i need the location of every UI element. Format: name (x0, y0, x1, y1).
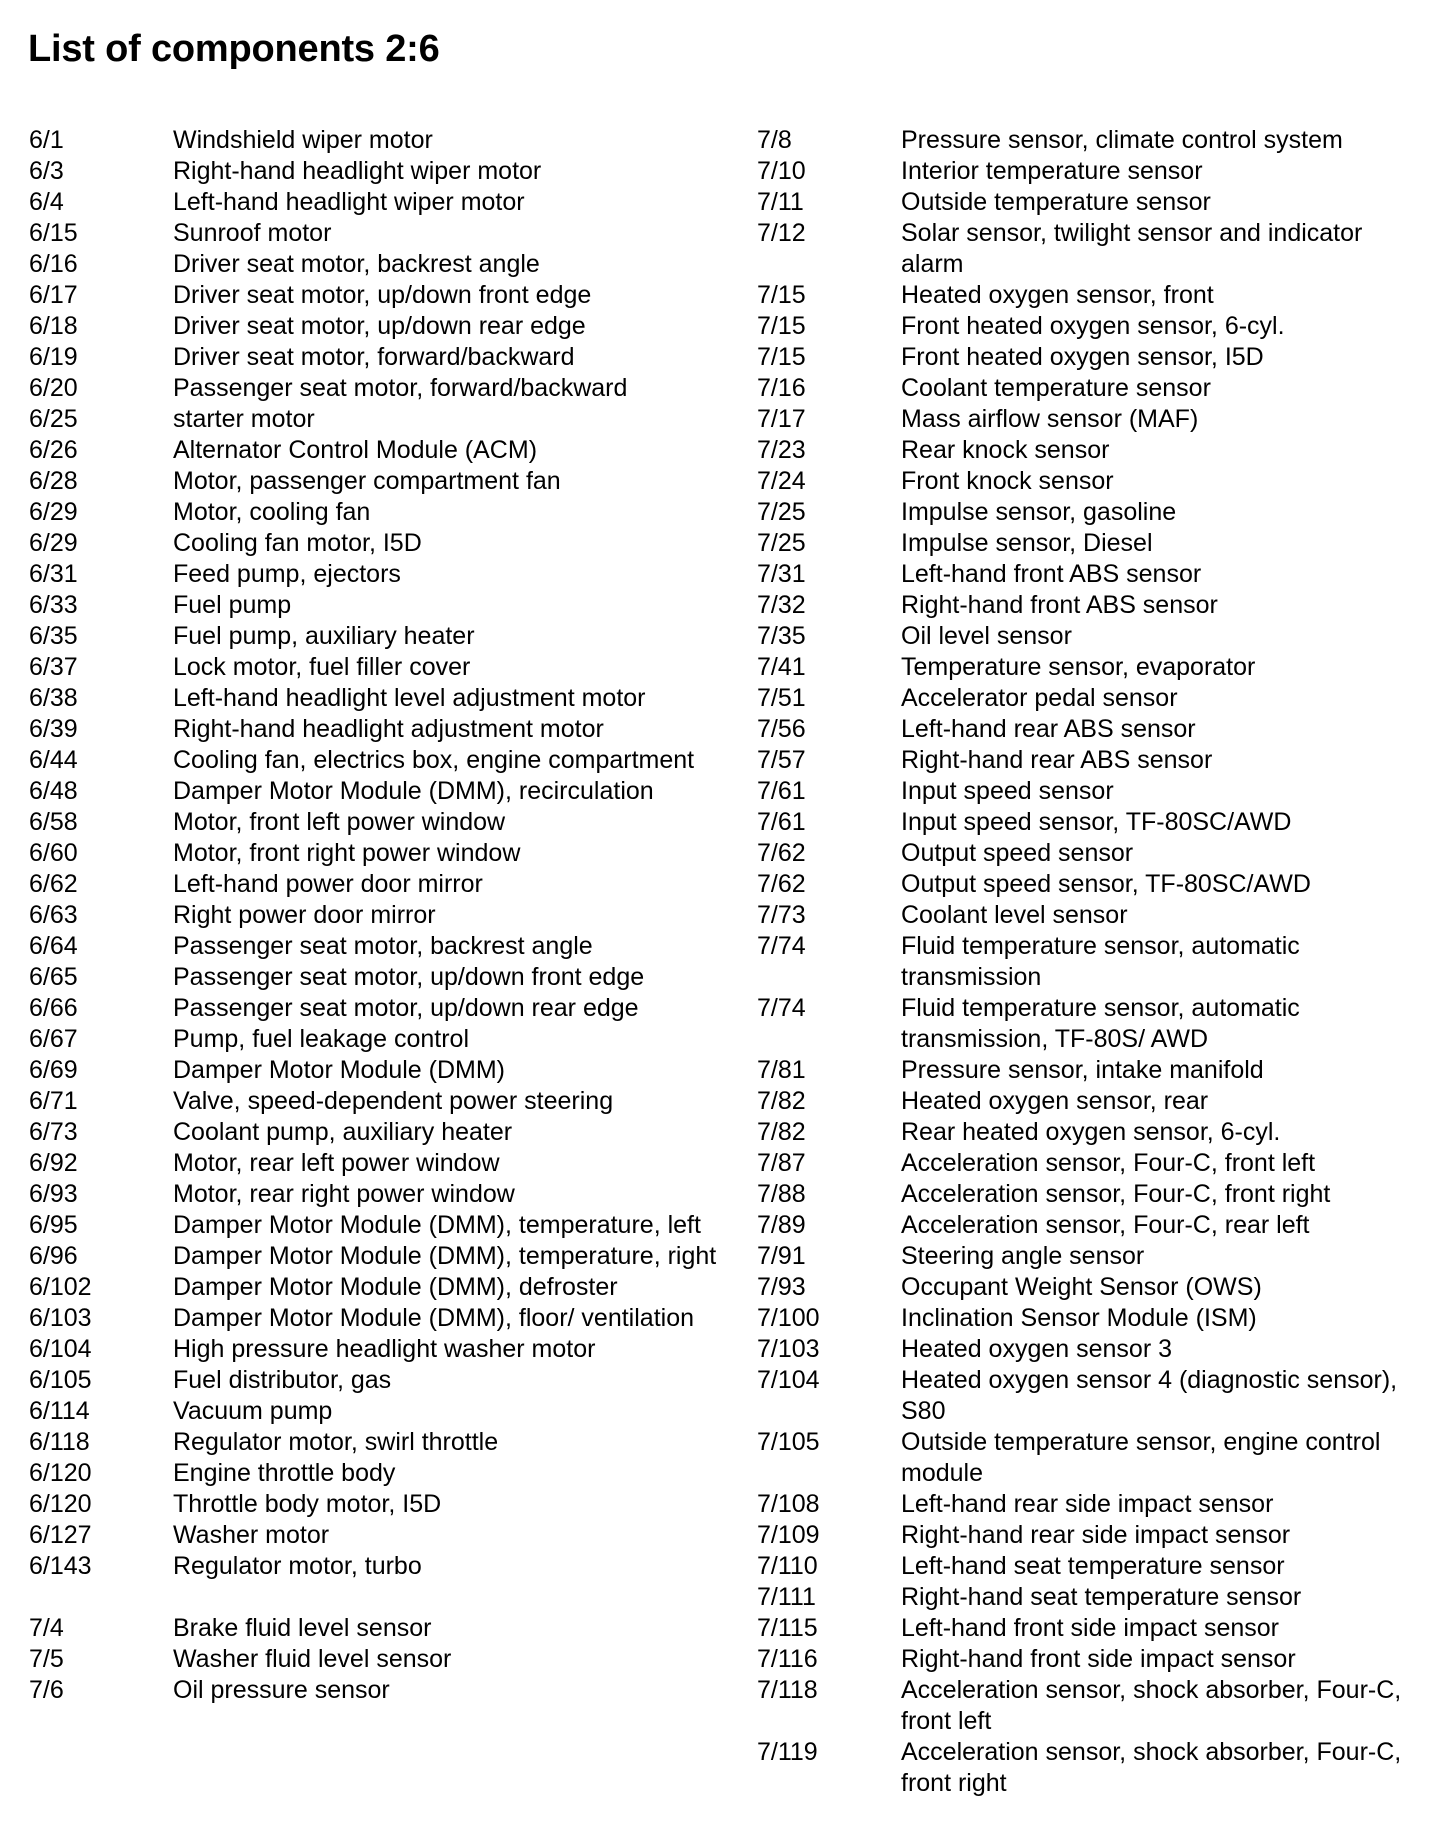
component-description: Coolant pump, auxiliary heater (173, 1118, 513, 1146)
component-description: Outside temperature sensor, engine control module (901, 1428, 1381, 1487)
component-code: 7/93 (757, 1273, 806, 1301)
component-description: Passenger seat motor, backrest angle (173, 932, 593, 960)
component-code: 6/38 (29, 684, 78, 712)
component-description: Vacuum pump (173, 1397, 333, 1425)
component-code: 6/37 (29, 653, 78, 681)
component-description: High pressure headlight washer motor (173, 1335, 596, 1363)
component-code: 6/103 (29, 1304, 92, 1332)
component-code: 7/81 (757, 1056, 806, 1084)
component-description: Passenger seat motor, up/down rear edge (173, 994, 639, 1022)
list-item (29, 528, 719, 559)
component-description: Motor, front left power window (173, 808, 506, 836)
list-item (757, 466, 1417, 497)
list-item (29, 745, 719, 776)
component-description: Rear heated oxygen sensor, 6-cyl. (901, 1118, 1281, 1146)
list-item (29, 187, 719, 218)
list-item (29, 1613, 719, 1644)
component-code: 7/119 (757, 1738, 818, 1766)
component-description: Pump, fuel leakage control (173, 1025, 470, 1053)
component-description: Passenger seat motor, forward/backward (173, 374, 628, 402)
component-description: Washer motor (173, 1521, 330, 1549)
component-code: 7/109 (757, 1521, 820, 1549)
component-code: 7/105 (757, 1428, 820, 1456)
component-code: 6/35 (29, 622, 78, 650)
list-item (29, 869, 719, 900)
component-code: 7/15 (757, 343, 806, 371)
list-item (757, 404, 1417, 435)
component-code: 6/39 (29, 715, 78, 743)
component-code: 7/103 (757, 1335, 820, 1363)
component-description: Left-hand headlight wiper motor (173, 188, 525, 216)
component-description: Sunroof motor (173, 219, 332, 247)
component-description: Front heated oxygen sensor, I5D (901, 343, 1264, 371)
component-description: Impulse sensor, Diesel (901, 529, 1153, 557)
list-item (29, 249, 719, 280)
component-description: Outside temperature sensor (901, 188, 1211, 216)
component-description: Cooling fan, electrics box, engine compartment (173, 746, 695, 774)
component-description: Acceleration sensor, Four-C, front right (901, 1180, 1331, 1208)
list-item (757, 187, 1417, 218)
component-description: Interior temperature sensor (901, 157, 1203, 185)
component-code: 7/15 (757, 312, 806, 340)
component-code: 6/29 (29, 498, 78, 526)
list-item (29, 1365, 719, 1396)
component-code: 6/127 (29, 1521, 92, 1549)
component-code: 7/35 (757, 622, 806, 650)
component-code: 6/16 (29, 250, 78, 278)
list-item (757, 342, 1417, 373)
component-description: Coolant temperature sensor (901, 374, 1211, 402)
component-description: Mass airflow sensor (MAF) (901, 405, 1199, 433)
component-code: 7/6 (29, 1676, 64, 1704)
component-code: 7/15 (757, 281, 806, 309)
list-item (757, 1737, 1417, 1799)
list-item (757, 1644, 1417, 1675)
component-code: 6/114 (29, 1397, 90, 1425)
list-item (757, 931, 1417, 993)
component-code: 7/17 (757, 405, 806, 433)
component-description: Passenger seat motor, up/down front edge (173, 963, 645, 991)
component-code: 6/44 (29, 746, 78, 774)
list-item (757, 1551, 1417, 1582)
component-code: 6/20 (29, 374, 78, 402)
component-description: Pressure sensor, climate control system (901, 126, 1343, 154)
component-description: starter motor (173, 405, 315, 433)
component-code: 7/10 (757, 157, 806, 185)
list-item (757, 590, 1417, 621)
component-description: Input speed sensor (901, 777, 1114, 805)
list-item (757, 218, 1417, 280)
component-description: Front heated oxygen sensor, 6-cyl. (901, 312, 1285, 340)
component-code: 7/56 (757, 715, 806, 743)
component-code: 6/118 (29, 1428, 90, 1456)
components-list-left (29, 125, 719, 1706)
component-description: Fuel distributor, gas (173, 1366, 392, 1394)
list-item (757, 993, 1417, 1055)
component-description: Fuel pump (173, 591, 292, 619)
component-code: 7/87 (757, 1149, 806, 1177)
list-item (29, 1458, 719, 1489)
list-item (29, 311, 719, 342)
list-item (29, 1272, 719, 1303)
component-description: Driver seat motor, backrest angle (173, 250, 540, 278)
list-item (757, 1241, 1417, 1272)
list-item (757, 1210, 1417, 1241)
component-description: Right-hand headlight adjustment motor (173, 715, 604, 743)
component-description: Left-hand power door mirror (173, 870, 483, 898)
component-description: Driver seat motor, forward/backward (173, 343, 575, 371)
component-code: 6/62 (29, 870, 78, 898)
list-item (29, 559, 719, 590)
component-code: 7/4 (29, 1614, 64, 1642)
list-item (757, 1613, 1417, 1644)
component-description: Acceleration sensor, shock absorber, Four-C, front left (901, 1676, 1402, 1735)
component-code: 6/29 (29, 529, 78, 557)
component-code: 7/100 (757, 1304, 820, 1332)
component-description: Heated oxygen sensor 4 (diagnostic sensor), S80 (901, 1366, 1398, 1425)
component-code: 7/5 (29, 1645, 64, 1673)
list-item (29, 404, 719, 435)
list-item (757, 311, 1417, 342)
component-description: Throttle body motor, I5D (173, 1490, 442, 1518)
component-code: 7/41 (757, 653, 806, 681)
component-code: 7/16 (757, 374, 806, 402)
component-description: Left-hand front ABS sensor (901, 560, 1202, 588)
component-description: Damper Motor Module (DMM) (173, 1056, 506, 1084)
list-item (757, 1520, 1417, 1551)
list-item (29, 838, 719, 869)
component-code: 6/96 (29, 1242, 78, 1270)
component-code: 6/28 (29, 467, 78, 495)
component-description: Occupant Weight Sensor (OWS) (901, 1273, 1262, 1301)
component-description: Heated oxygen sensor, rear (901, 1087, 1209, 1115)
component-code: 6/33 (29, 591, 78, 619)
list-item (29, 466, 719, 497)
component-code: 6/67 (29, 1025, 78, 1053)
component-description: Damper Motor Module (DMM), floor/ ventilation (173, 1304, 694, 1332)
component-code: 6/95 (29, 1211, 78, 1239)
component-description: Alternator Control Module (ACM) (173, 436, 538, 464)
list-item (757, 1272, 1417, 1303)
component-code: 7/62 (757, 839, 806, 867)
component-code: 6/17 (29, 281, 78, 309)
component-description: Motor, rear left power window (173, 1149, 500, 1177)
component-description: Acceleration sensor, Four-C, rear left (901, 1211, 1310, 1239)
list-item (757, 1675, 1417, 1737)
component-code: 7/82 (757, 1118, 806, 1146)
list-item (29, 807, 719, 838)
list-item (29, 1210, 719, 1241)
list-item (29, 373, 719, 404)
component-description: Regulator motor, turbo (173, 1552, 422, 1580)
list-item (757, 1179, 1417, 1210)
list-item (29, 497, 719, 528)
component-code: 7/11 (757, 188, 804, 216)
list-item (29, 156, 719, 187)
component-code: 6/58 (29, 808, 78, 836)
list-item (757, 528, 1417, 559)
component-code: 6/102 (29, 1273, 92, 1301)
list-item (757, 559, 1417, 590)
component-description: Acceleration sensor, shock absorber, Four-C, front right (901, 1738, 1402, 1797)
component-description: Pressure sensor, intake manifold (901, 1056, 1264, 1084)
component-description: Right-hand rear side impact sensor (901, 1521, 1291, 1549)
component-description: Cooling fan motor, I5D (173, 529, 422, 557)
component-description: Steering angle sensor (901, 1242, 1145, 1270)
list-item (757, 745, 1417, 776)
list-item (757, 1117, 1417, 1148)
component-description: Right-hand headlight wiper motor (173, 157, 542, 185)
list-item (29, 1148, 719, 1179)
component-description: Motor, front right power window (173, 839, 521, 867)
list-item (29, 1179, 719, 1210)
component-code: 6/66 (29, 994, 78, 1022)
list-item (29, 776, 719, 807)
list-item (29, 1551, 719, 1582)
component-code: 7/24 (757, 467, 806, 495)
list-item (29, 1520, 719, 1551)
component-description: Driver seat motor, up/down rear edge (173, 312, 586, 340)
component-description: Left-hand rear side impact sensor (901, 1490, 1274, 1518)
list-item (757, 373, 1417, 404)
component-code: 6/93 (29, 1180, 78, 1208)
component-code: 7/8 (757, 126, 792, 154)
component-description: Engine throttle body (173, 1459, 396, 1487)
list-item (29, 714, 719, 745)
component-description: Right-hand front side impact sensor (901, 1645, 1296, 1673)
component-description: Left-hand rear ABS sensor (901, 715, 1196, 743)
component-code: 6/48 (29, 777, 78, 805)
component-description: Damper Motor Module (DMM), recirculation (173, 777, 654, 805)
list-item (29, 1117, 719, 1148)
component-description: Damper Motor Module (DMM), temperature, left (173, 1211, 701, 1239)
component-description: Fluid temperature sensor, automatic transmission (901, 932, 1300, 991)
list-item (757, 652, 1417, 683)
component-description: Damper Motor Module (DMM), temperature, right (173, 1242, 717, 1270)
list-item (29, 1644, 719, 1675)
component-description: Motor, cooling fan (173, 498, 371, 526)
component-description: Impulse sensor, gasoline (901, 498, 1177, 526)
list-item (29, 962, 719, 993)
list-item (757, 807, 1417, 838)
list-item (757, 497, 1417, 528)
component-code: 7/25 (757, 498, 806, 526)
list-item (757, 1086, 1417, 1117)
component-code: 7/32 (757, 591, 806, 619)
component-description: Fuel pump, auxiliary heater (173, 622, 475, 650)
component-code: 7/91 (757, 1242, 806, 1270)
component-description: Left-hand headlight level adjustment motor (173, 684, 646, 712)
component-description: Damper Motor Module (DMM), defroster (173, 1273, 618, 1301)
list-item (29, 342, 719, 373)
component-code: 6/143 (29, 1552, 92, 1580)
component-code: 7/61 (757, 808, 806, 836)
list-item (29, 1303, 719, 1334)
component-description: Oil level sensor (901, 622, 1072, 650)
list-item (757, 1489, 1417, 1520)
list-item (757, 1148, 1417, 1179)
list-item (757, 1427, 1417, 1489)
component-code: 7/62 (757, 870, 806, 898)
component-description: Acceleration sensor, Four-C, front left (901, 1149, 1316, 1177)
component-description: Windshield wiper motor (173, 126, 433, 154)
list-item (29, 280, 719, 311)
component-code: 7/104 (757, 1366, 820, 1394)
component-code: 6/31 (29, 560, 78, 588)
component-code: 6/71 (29, 1087, 78, 1115)
component-description: Regulator motor, swirl throttle (173, 1428, 499, 1456)
component-description: Heated oxygen sensor 3 (901, 1335, 1173, 1363)
list-item (757, 1055, 1417, 1086)
list-item (29, 218, 719, 249)
list-item (29, 652, 719, 683)
component-code: 6/60 (29, 839, 78, 867)
component-code: 6/19 (29, 343, 78, 371)
list-item (757, 1365, 1417, 1427)
list-item (29, 435, 719, 466)
component-code: 6/4 (29, 188, 64, 216)
list-item (29, 683, 719, 714)
component-code: 7/89 (757, 1211, 806, 1239)
component-code: 7/82 (757, 1087, 806, 1115)
component-code: 7/116 (757, 1645, 818, 1673)
list-item (29, 1334, 719, 1365)
list-item (757, 280, 1417, 311)
component-code: 7/74 (757, 994, 806, 1022)
component-code: 7/61 (757, 777, 806, 805)
list-item (757, 683, 1417, 714)
component-code: 7/74 (757, 932, 806, 960)
component-code: 7/118 (757, 1676, 818, 1704)
component-description: Feed pump, ejectors (173, 560, 401, 588)
component-description: Brake fluid level sensor (173, 1614, 432, 1642)
list-item (757, 900, 1417, 931)
list-item (29, 125, 719, 156)
component-description: Motor, passenger compartment fan (173, 467, 561, 495)
list-item (757, 156, 1417, 187)
component-code: 7/111 (757, 1583, 816, 1611)
component-description: Inclination Sensor Module (ISM) (901, 1304, 1257, 1332)
component-description: Output speed sensor (901, 839, 1134, 867)
list-item (757, 776, 1417, 807)
component-code: 6/92 (29, 1149, 78, 1177)
component-description: Right-hand front ABS sensor (901, 591, 1218, 619)
list-item (29, 1396, 719, 1427)
component-code: 6/1 (29, 126, 64, 154)
component-code: 6/104 (29, 1335, 92, 1363)
component-code: 6/26 (29, 436, 78, 464)
list-item (29, 993, 719, 1024)
list-item (757, 621, 1417, 652)
component-code: 6/64 (29, 932, 78, 960)
component-description: Right-hand rear ABS sensor (901, 746, 1213, 774)
component-code: 6/25 (29, 405, 78, 433)
component-code: 7/25 (757, 529, 806, 557)
component-code: 7/31 (757, 560, 806, 588)
component-description: Fluid temperature sensor, automatic transmission, TF-80S/ AWD (901, 994, 1300, 1053)
list-item (29, 621, 719, 652)
list-item (757, 1303, 1417, 1334)
list-item (757, 714, 1417, 745)
list-item (29, 1427, 719, 1458)
component-code: 7/108 (757, 1490, 820, 1518)
list-item (757, 869, 1417, 900)
component-code: 7/115 (757, 1614, 818, 1642)
component-code: 6/105 (29, 1366, 92, 1394)
list-item (29, 900, 719, 931)
component-code: 6/63 (29, 901, 78, 929)
component-description: Oil pressure sensor (173, 1676, 390, 1704)
list-item (29, 1489, 719, 1520)
component-code: 6/120 (29, 1490, 92, 1518)
list-spacer (29, 1582, 719, 1613)
component-code: 6/15 (29, 219, 78, 247)
list-item (29, 590, 719, 621)
component-code: 6/3 (29, 157, 64, 185)
component-code: 7/57 (757, 746, 806, 774)
component-description: Motor, rear right power window (173, 1180, 515, 1208)
component-code: 7/110 (757, 1552, 818, 1580)
component-description: Right power door mirror (173, 901, 436, 929)
list-item (757, 435, 1417, 466)
component-description: Output speed sensor, TF-80SC/AWD (901, 870, 1311, 898)
component-description: Input speed sensor, TF-80SC/AWD (901, 808, 1292, 836)
component-code: 6/73 (29, 1118, 78, 1146)
component-code: 6/65 (29, 963, 78, 991)
component-description: Driver seat motor, up/down front edge (173, 281, 592, 309)
component-description: Valve, speed-dependent power steering (173, 1087, 614, 1115)
component-code: 7/23 (757, 436, 806, 464)
list-item (757, 838, 1417, 869)
component-code: 7/51 (757, 684, 806, 712)
component-description: Coolant level sensor (901, 901, 1128, 929)
component-code: 6/18 (29, 312, 78, 340)
component-description: Left-hand seat temperature sensor (901, 1552, 1285, 1580)
component-description: Front knock sensor (901, 467, 1114, 495)
component-code: 7/12 (757, 219, 806, 247)
list-item (29, 1055, 719, 1086)
list-item (29, 1675, 719, 1706)
component-description: Solar sensor, twilight sensor and indicator alarm (901, 219, 1363, 278)
component-code: 7/88 (757, 1180, 806, 1208)
component-description: Right-hand seat temperature sensor (901, 1583, 1302, 1611)
list-item (29, 931, 719, 962)
page-title: List of components 2:6 (28, 28, 440, 70)
list-item (29, 1241, 719, 1272)
list-item (757, 1334, 1417, 1365)
list-item (29, 1024, 719, 1055)
list-item (757, 125, 1417, 156)
component-code: 7/73 (757, 901, 806, 929)
component-description: Rear knock sensor (901, 436, 1110, 464)
components-list-right (757, 125, 1417, 1799)
component-description: Left-hand front side impact sensor (901, 1614, 1279, 1642)
list-item (29, 1086, 719, 1117)
component-description: Heated oxygen sensor, front (901, 281, 1214, 309)
component-description: Accelerator pedal sensor (901, 684, 1178, 712)
component-description: Temperature sensor, evaporator (901, 653, 1256, 681)
component-code: 6/69 (29, 1056, 78, 1084)
component-code: 6/120 (29, 1459, 92, 1487)
component-description: Lock motor, fuel filler cover (173, 653, 471, 681)
component-description: Washer fluid level sensor (173, 1645, 452, 1673)
list-item (757, 1582, 1417, 1613)
